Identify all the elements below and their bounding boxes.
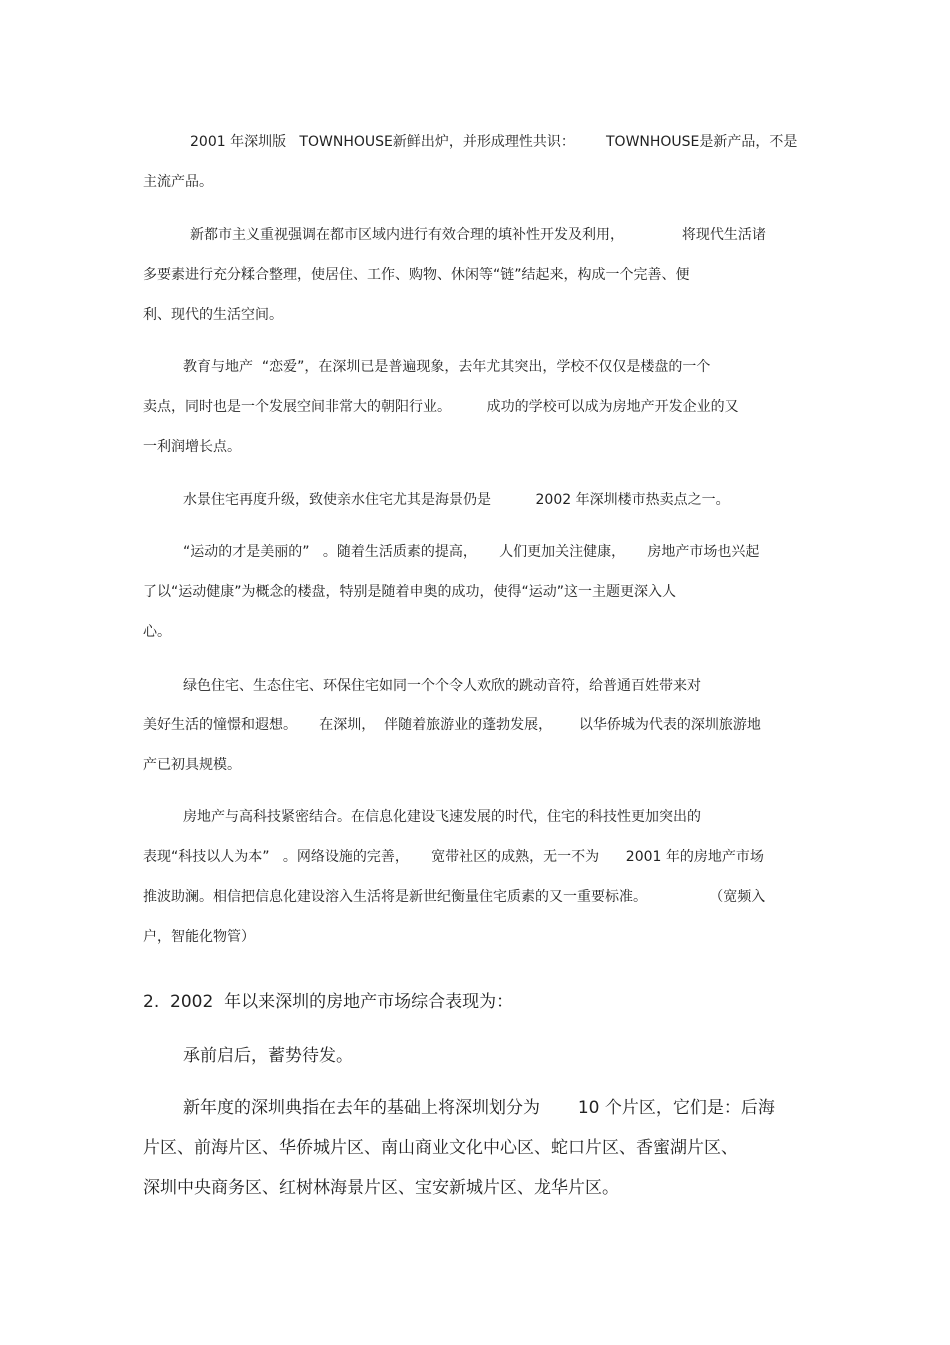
paragraph-1-line-2: 主流产品。 [143, 174, 213, 190]
paragraph-7-line-1: 房地产与高科技紧密结合。在信息化建设飞速发展的时代，住宅的科技性更加突出的 [183, 809, 701, 825]
paragraph-4-line-1: 水景住宅再度升级，致使亲水住宅尤其是海景仍是 2002 年深圳楼市热卖点之一。 [183, 492, 730, 508]
section-2-line-2: 新年度的深圳典指在去年的基础上将深圳划分为 10 个片区，它们是：后海 [183, 1098, 775, 1118]
paragraph-6-line-2: 美好生活的憧憬和遐想。 在深圳， 伴随着旅游业的蓬勃发展， 以华侨城为代表的深圳旅游地 [143, 717, 761, 733]
paragraph-2-line-2: 多要素进行充分糅合整理，使居住、工作、购物、休闲等“链”结起来，构成一个完善、便 [143, 267, 690, 283]
paragraph-2-line-1: 新都市主义重视强调在都市区域内进行有效合理的填补性开发及利用， 将现代生活诸 [190, 227, 766, 243]
paragraph-5-line-2: 了以“运动健康”为概念的楼盘，特别是随着申奥的成功，使得“运动”这一主题更深入人 [143, 584, 677, 600]
section-2-line-4: 深圳中央商务区、红树林海景片区、宝安新城片区、龙华片区。 [143, 1178, 619, 1198]
paragraph-3-line-3: 一利润增长点。 [143, 439, 241, 455]
paragraph-6-line-1: 绿色住宅、生态住宅、环保住宅如同一个个令人欢欣的跳动音符，给普通百姓带来对 [183, 678, 701, 694]
paragraph-6-line-3: 产已初具规模。 [143, 757, 241, 773]
paragraph-3-line-1: 教育与地产 “恋爱”，在深圳已是普遍现象，去年尤其突出，学校不仅仅是楼盘的一个 [183, 359, 711, 375]
paragraph-1-line-1: 2001 年深圳版 TOWNHOUSE新鲜出炉，并形成理性共识： TOWNHOUSE是新产品，不是 [190, 134, 798, 150]
paragraph-3-line-2: 卖点，同时也是一个发展空间非常大的朝阳行业。 成功的学校可以成为房地产开发企业的又 [143, 399, 739, 415]
paragraph-5-line-1: “运动的才是美丽的” 。随着生活质素的提高， 人们更加关注健康， 房地产市场也兴起 [183, 544, 760, 560]
paragraph-7-line-3: 推波助澜。相信把信息化建设溶入生活将是新世纪衡量住宅质素的又一重要标准。 （宽频入 [143, 889, 766, 905]
section-2-heading: 2. 2002 年以来深圳的房地产市场综合表现为： [143, 992, 514, 1012]
paragraph-7-line-2: 表现“科技以人为本” 。网络设施的完善， 宽带社区的成熟，无一不为 2001 年的房地产市场 [143, 849, 764, 865]
section-2-line-1: 承前启后，蓄势待发。 [183, 1046, 353, 1066]
section-2-line-3: 片区、前海片区、华侨城片区、南山商业文化中心区、蛇口片区、香蜜湖片区、 [143, 1138, 738, 1158]
paragraph-5-line-3: 心。 [143, 624, 171, 640]
paragraph-2-line-3: 利、现代的生活空间。 [143, 307, 283, 323]
paragraph-7-line-4: 户，智能化物管） [143, 929, 255, 945]
